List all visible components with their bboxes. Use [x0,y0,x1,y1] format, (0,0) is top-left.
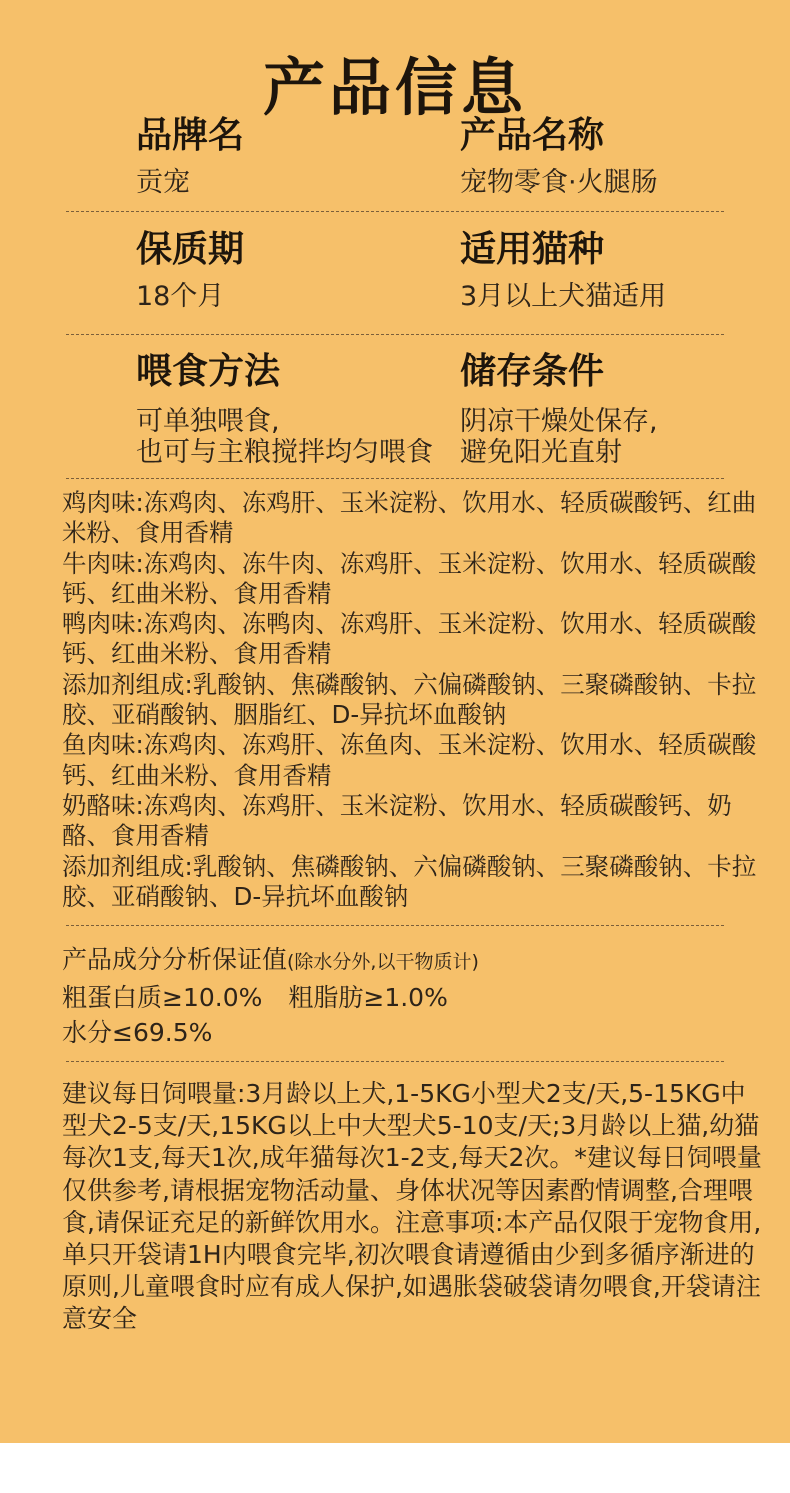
ingredient-fish: 鱼肉味:冻鸡肉、冻鸡肝、冻鱼肉、玉米淀粉、饮用水、轻质碳酸钙、红曲米粉、食用香精 [62,730,757,790]
product-name-label: 产品名称 [460,115,605,156]
ingredient-chicken: 鸡肉味:冻鸡肉、冻鸡肝、玉米淀粉、饮用水、轻质碳酸钙、红曲米粉、食用香精 [62,488,757,548]
storage-line-2: 避免阳光直射 [460,437,622,468]
divider [66,334,724,335]
divider [66,478,724,479]
shelf-life-label: 保质期 [136,229,245,270]
analysis-heading: 产品成分分析保证值 [62,945,288,974]
analysis-protein-fat [62,980,762,1015]
storage-line-1: 阴凉干燥处保存, [460,406,658,437]
analysis-note: (除水分外,以干物质计) [287,951,479,973]
brand-block [136,114,244,199]
storage-block [460,350,658,468]
analysis-heading-line [62,942,762,980]
storage-label: 储存条件 [460,351,605,392]
shelf-life-value: 18个月 [136,281,225,312]
analysis-protein: 粗蛋白质≥10.0% [62,983,263,1012]
ingredient-cheese: 奶酪味:冻鸡肉、冻鸡肝、玉米淀粉、饮用水、轻质碳酸钙、奶酪、食用香精 [62,790,732,851]
suitable-value: 3月以上犬猫适用 [460,281,667,312]
additives-1: 添加剂组成:乳酸钠、焦磷酸钠、六偏磷酸钠、三聚磷酸钠、卡拉胶、亚硝酸钠、胭脂红、D-异抗坏血酸钠 [62,669,757,730]
feeding-value [136,406,433,468]
brand-value: 贡宠 [136,167,190,198]
ingredient-beef: 牛肉味:冻鸡肉、冻牛肉、冻鸡肝、玉米淀粉、饮用水、轻质碳酸钙、红曲米粉、食用香精 [62,548,757,608]
guaranteed-analysis [62,942,762,1050]
suitable-label: 适用猫种 [460,229,605,270]
divider [66,1061,724,1062]
brand-label: 品牌名 [136,115,245,156]
shelf-life-block [136,228,244,313]
ingredients-list [62,488,772,912]
ingredient-duck: 鸭肉味:冻鸡肉、冻鸭肉、冻鸡肝、玉米淀粉、饮用水、轻质碳酸钙、红曲米粉、食用香精 [62,609,757,669]
analysis-moisture: 水分≤69.5% [62,1018,213,1047]
divider [66,925,724,926]
product-name-block [460,114,658,199]
suitable-block [460,228,666,313]
feeding-line-2: 也可与主粮搅拌均匀喂食 [136,437,433,468]
page-title: 产品信息 [262,51,527,124]
divider [66,211,724,212]
feeding-advice: 建议每日饲喂量:3月龄以上犬,1-5KG小型犬2支/天,5-15KG中型犬2-5支/天,15KG以上中大型犬5-10支/天;3月龄以上猫,幼猫每次1支,每天1次,成年猫每次1-2支,每天2次。*建议每日饲喂量仅供参考,请根据宠物活动量、身体状况等因素酌情调整,合理喂食,请保证充足的新鲜饮用水。注意事项:本产品仅限于宠物食用,单只开袋请1H内喂食完毕,初次喂食请遵循由少到多循序渐进的原则,儿童喂食时应有成人保护,如遇胀袋破袋请勿喂食,开袋请注意安全 [62,1079,762,1334]
product-name-value: 宠物零食·火腿肠 [460,167,658,198]
storage-value [460,406,658,468]
feeding-block [136,350,433,468]
feeding-label: 喂食方法 [136,351,281,392]
feeding-line-1: 可单独喂食, [136,406,280,437]
additives-2: 添加剂组成:乳酸钠、焦磷酸钠、六偏磷酸钠、三聚磷酸钠、卡拉胶、亚硝酸钠、D-异抗坏血酸钠 [62,851,757,911]
analysis-fat: 粗脂肪≥1.0% [288,983,448,1012]
